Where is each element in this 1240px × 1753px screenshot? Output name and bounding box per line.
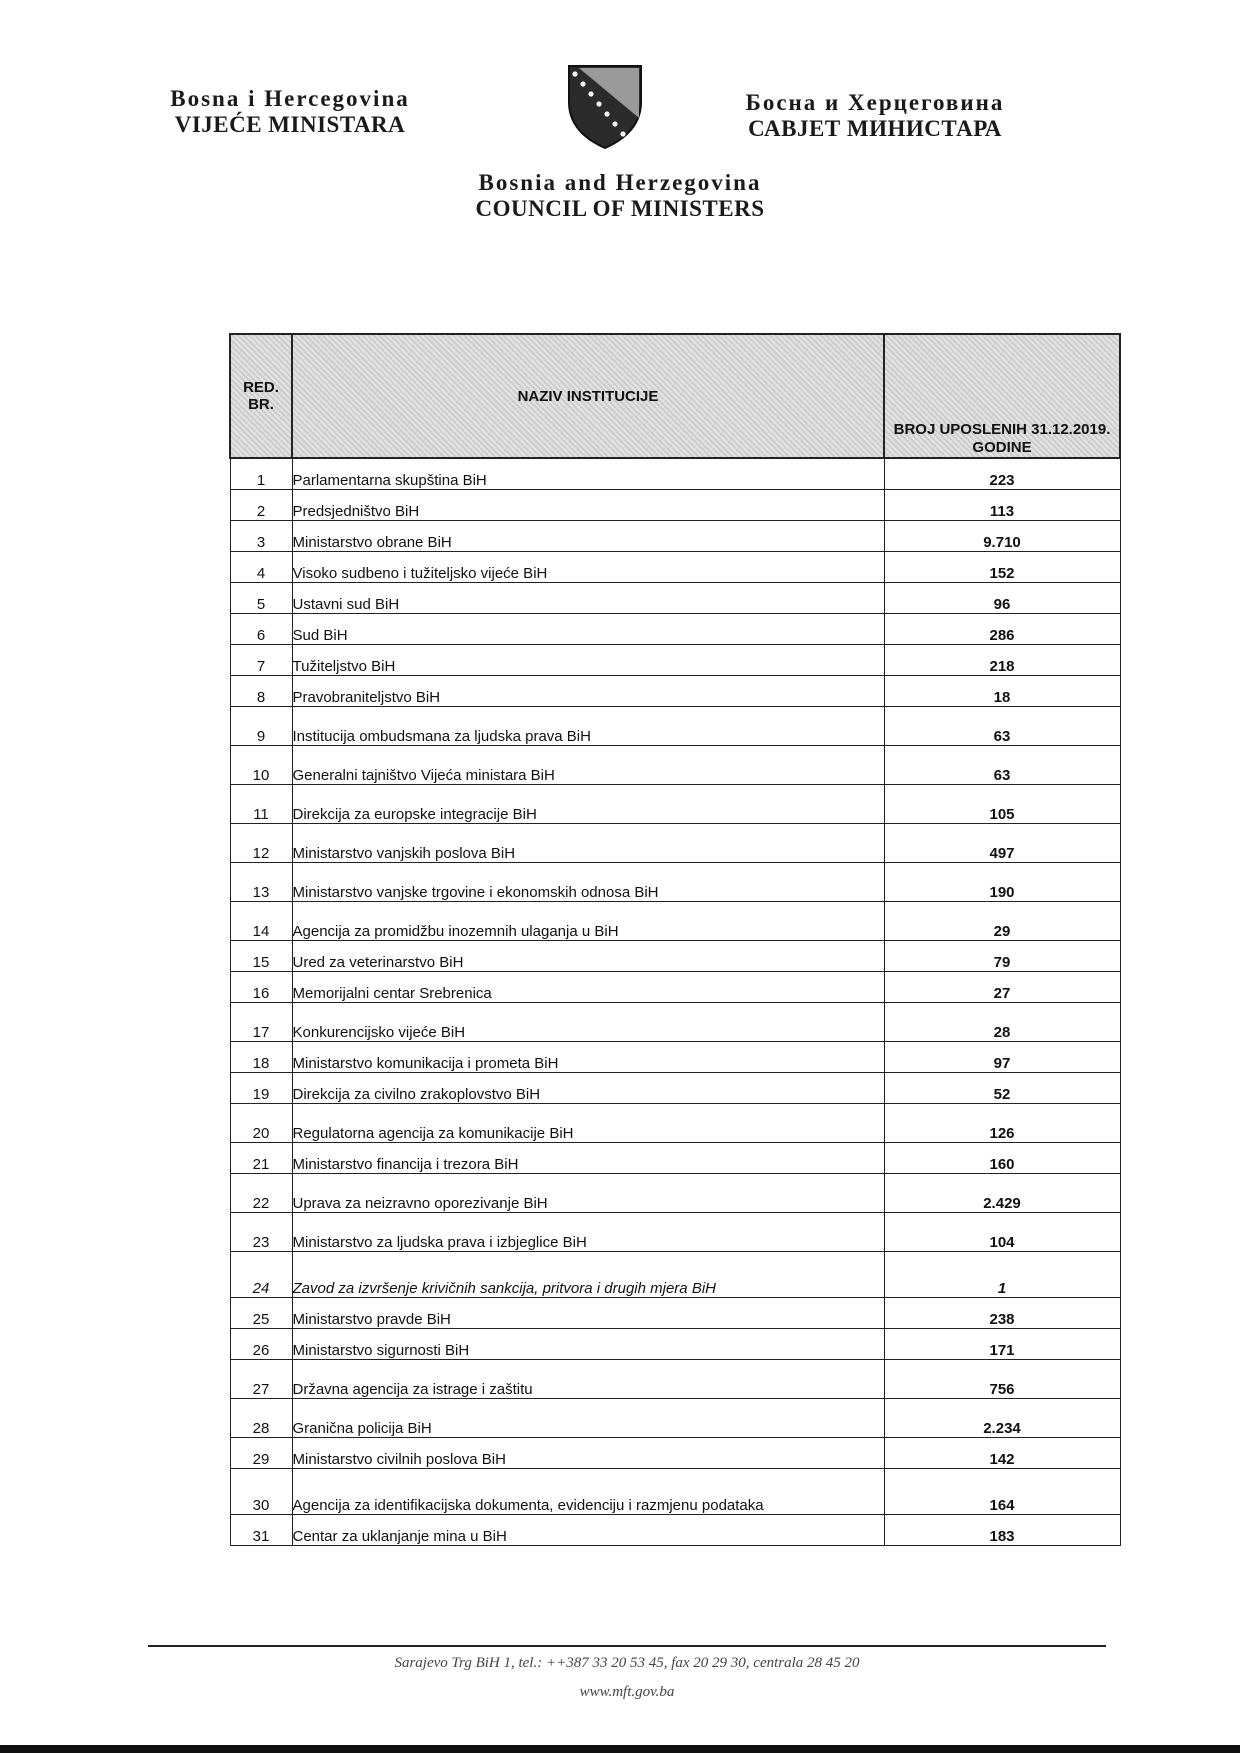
employee-count: 190 <box>884 863 1120 902</box>
institution-name: Visoko sudbeno i tužiteljsko vijeće BiH <box>292 552 884 583</box>
header-right <box>725 90 1025 142</box>
table-row <box>230 972 1120 1003</box>
table-row <box>230 521 1120 552</box>
footer-divider <box>148 1645 1106 1647</box>
employee-count: 2.429 <box>884 1174 1120 1213</box>
table-row <box>230 1042 1120 1073</box>
employee-count: 238 <box>884 1298 1120 1329</box>
row-number: 27 <box>230 1360 292 1399</box>
institution-name: Agencija za promidžbu inozemnih ulaganja u BiH <box>292 902 884 941</box>
row-number: 20 <box>230 1104 292 1143</box>
table-row <box>230 1073 1120 1104</box>
table-row <box>230 1143 1120 1174</box>
table-row <box>230 1003 1120 1042</box>
employee-count: 218 <box>884 645 1120 676</box>
table-body <box>230 458 1120 1546</box>
table-row <box>230 1104 1120 1143</box>
employee-count: 52 <box>884 1073 1120 1104</box>
row-number: 13 <box>230 863 292 902</box>
institution-name: Uprava za neizravno oporezivanje BiH <box>292 1174 884 1213</box>
row-number: 3 <box>230 521 292 552</box>
row-number: 22 <box>230 1174 292 1213</box>
employee-count: 160 <box>884 1143 1120 1174</box>
header-right-line1: Босна и Херцеговина <box>745 90 1005 115</box>
institution-name: Ministarstvo za ljudska prava i izbjeglice BiH <box>292 1213 884 1252</box>
header-center-line2: COUNCIL OF MINISTERS <box>475 196 765 221</box>
row-number: 19 <box>230 1073 292 1104</box>
employee-count: 152 <box>884 552 1120 583</box>
institution-name: Institucija ombudsmana za ljudska prava BiH <box>292 707 884 746</box>
row-number: 7 <box>230 645 292 676</box>
table-row <box>230 941 1120 972</box>
header-left <box>150 86 430 138</box>
footer-website: www.mft.gov.ba <box>579 1684 675 1700</box>
institution-name: Predsjedništvo BiH <box>292 490 884 521</box>
institution-name: Državna agencija za istrage i zaštitu <box>292 1360 884 1399</box>
table-row <box>230 1174 1120 1213</box>
employee-count: 497 <box>884 824 1120 863</box>
row-number: 29 <box>230 1438 292 1469</box>
row-number: 21 <box>230 1143 292 1174</box>
row-number: 1 <box>230 458 292 490</box>
employee-count: 63 <box>884 746 1120 785</box>
employee-count: 27 <box>884 972 1120 1003</box>
row-number: 31 <box>230 1515 292 1546</box>
row-number: 28 <box>230 1399 292 1438</box>
table-row <box>230 1298 1120 1329</box>
institution-name: Direkcija za europske integracije BiH <box>292 785 884 824</box>
employee-count: 18 <box>884 676 1120 707</box>
institution-name: Generalni tajništvo Vijeća ministara BiH <box>292 746 884 785</box>
table-row <box>230 490 1120 521</box>
table-row <box>230 785 1120 824</box>
footer-address: Sarajevo Trg BiH 1, tel.: ++387 33 20 53 45, fax 20 29 30, centrala 28 45 20 <box>394 1655 860 1671</box>
institution-name: Centar za uklanjanje mina u BiH <box>292 1515 884 1546</box>
institution-name: Pravobraniteljstvo BiH <box>292 676 884 707</box>
institution-name: Regulatorna agencija za komunikacije BiH <box>292 1104 884 1143</box>
employee-count: 9.710 <box>884 521 1120 552</box>
header-right-line2: САВЈЕТ МИНИСТАРА <box>748 116 1002 141</box>
table-row <box>230 583 1120 614</box>
institution-name: Ministarstvo sigurnosti BiH <box>292 1329 884 1360</box>
employee-count: 28 <box>884 1003 1120 1042</box>
employees-table <box>229 333 1121 1546</box>
row-number: 10 <box>230 746 292 785</box>
header-left-line1: Bosna i Hercegovina <box>170 86 410 111</box>
row-number: 2 <box>230 490 292 521</box>
institution-name: Tužiteljstvo BiH <box>292 645 884 676</box>
table-row <box>230 645 1120 676</box>
table-row <box>230 1469 1120 1515</box>
table-row <box>230 676 1120 707</box>
table-row <box>230 707 1120 746</box>
institution-name: Memorijalni centar Srebrenica <box>292 972 884 1003</box>
institution-name: Sud BiH <box>292 614 884 645</box>
employee-count: 97 <box>884 1042 1120 1073</box>
table-row <box>230 902 1120 941</box>
employee-count: 2.234 <box>884 1399 1120 1438</box>
employee-count: 756 <box>884 1360 1120 1399</box>
institution-name: Konkurencijsko vijeće BiH <box>292 1003 884 1042</box>
row-number: 18 <box>230 1042 292 1073</box>
institution-name: Ministarstvo vanjskih poslova BiH <box>292 824 884 863</box>
row-number: 23 <box>230 1213 292 1252</box>
institution-name: Zavod za izvršenje krivičnih sankcija, pritvora i drugih mjera BiH <box>292 1252 884 1298</box>
header-center <box>420 170 820 222</box>
row-number: 25 <box>230 1298 292 1329</box>
table-row <box>230 746 1120 785</box>
employee-count: 171 <box>884 1329 1120 1360</box>
employee-count: 63 <box>884 707 1120 746</box>
row-number: 8 <box>230 676 292 707</box>
table-row <box>230 614 1120 645</box>
row-number: 9 <box>230 707 292 746</box>
employee-count: 104 <box>884 1213 1120 1252</box>
institution-name: Ministarstvo civilnih poslova BiH <box>292 1438 884 1469</box>
employee-count: 79 <box>884 941 1120 972</box>
employee-count: 96 <box>884 583 1120 614</box>
row-number: 6 <box>230 614 292 645</box>
row-number: 16 <box>230 972 292 1003</box>
scan-edge <box>0 1745 1240 1753</box>
table-row <box>230 1213 1120 1252</box>
row-number: 30 <box>230 1469 292 1515</box>
institution-name: Ustavni sud BiH <box>292 583 884 614</box>
employee-count: 126 <box>884 1104 1120 1143</box>
row-number: 5 <box>230 583 292 614</box>
table-row <box>230 1438 1120 1469</box>
header-left-line2: VIJEĆE MINISTARA <box>174 112 406 137</box>
institution-name: Parlamentarna skupština BiH <box>292 458 884 490</box>
col-header-count: BROJ UPOSLENIH 31.12.2019. GODINE <box>884 334 1120 458</box>
institution-name: Ministarstvo komunikacija i prometa BiH <box>292 1042 884 1073</box>
table-row <box>230 824 1120 863</box>
institution-name: Ministarstvo pravde BiH <box>292 1298 884 1329</box>
col-header-name: NAZIV INSTITUCIJE <box>292 334 884 458</box>
institution-name: Ministarstvo obrane BiH <box>292 521 884 552</box>
coat-of-arms-icon <box>565 62 645 152</box>
employee-count: 1 <box>884 1252 1120 1298</box>
table-row <box>230 1515 1120 1546</box>
table-row <box>230 1252 1120 1298</box>
employee-count: 142 <box>884 1438 1120 1469</box>
employee-count: 113 <box>884 490 1120 521</box>
row-number: 12 <box>230 824 292 863</box>
institution-name: Ured za veterinarstvo BiH <box>292 941 884 972</box>
row-number: 4 <box>230 552 292 583</box>
institution-name: Direkcija za civilno zrakoplovstvo BiH <box>292 1073 884 1104</box>
row-number: 11 <box>230 785 292 824</box>
institution-name: Granična policija BiH <box>292 1399 884 1438</box>
employee-count: 105 <box>884 785 1120 824</box>
institution-name: Ministarstvo financija i trezora BiH <box>292 1143 884 1174</box>
institution-name: Agencija za identifikacijska dokumenta, evidenciju i razmjenu podataka <box>292 1469 884 1515</box>
employee-count: 164 <box>884 1469 1120 1515</box>
institution-name: Ministarstvo vanjske trgovine i ekonomskih odnosa BiH <box>292 863 884 902</box>
col-header-no: RED. BR. <box>230 334 292 458</box>
row-number: 14 <box>230 902 292 941</box>
header-center-line1: Bosnia and Herzegovina <box>478 170 762 195</box>
employee-count: 286 <box>884 614 1120 645</box>
table-row <box>230 863 1120 902</box>
employee-count: 29 <box>884 902 1120 941</box>
table-row <box>230 1360 1120 1399</box>
row-number: 15 <box>230 941 292 972</box>
employee-count: 223 <box>884 458 1120 490</box>
row-number: 24 <box>230 1252 292 1298</box>
employee-count: 183 <box>884 1515 1120 1546</box>
table-row <box>230 1399 1120 1438</box>
table-row <box>230 552 1120 583</box>
table-row <box>230 458 1120 490</box>
row-number: 26 <box>230 1329 292 1360</box>
row-number: 17 <box>230 1003 292 1042</box>
table-header-row <box>230 334 1120 458</box>
table-row <box>230 1329 1120 1360</box>
